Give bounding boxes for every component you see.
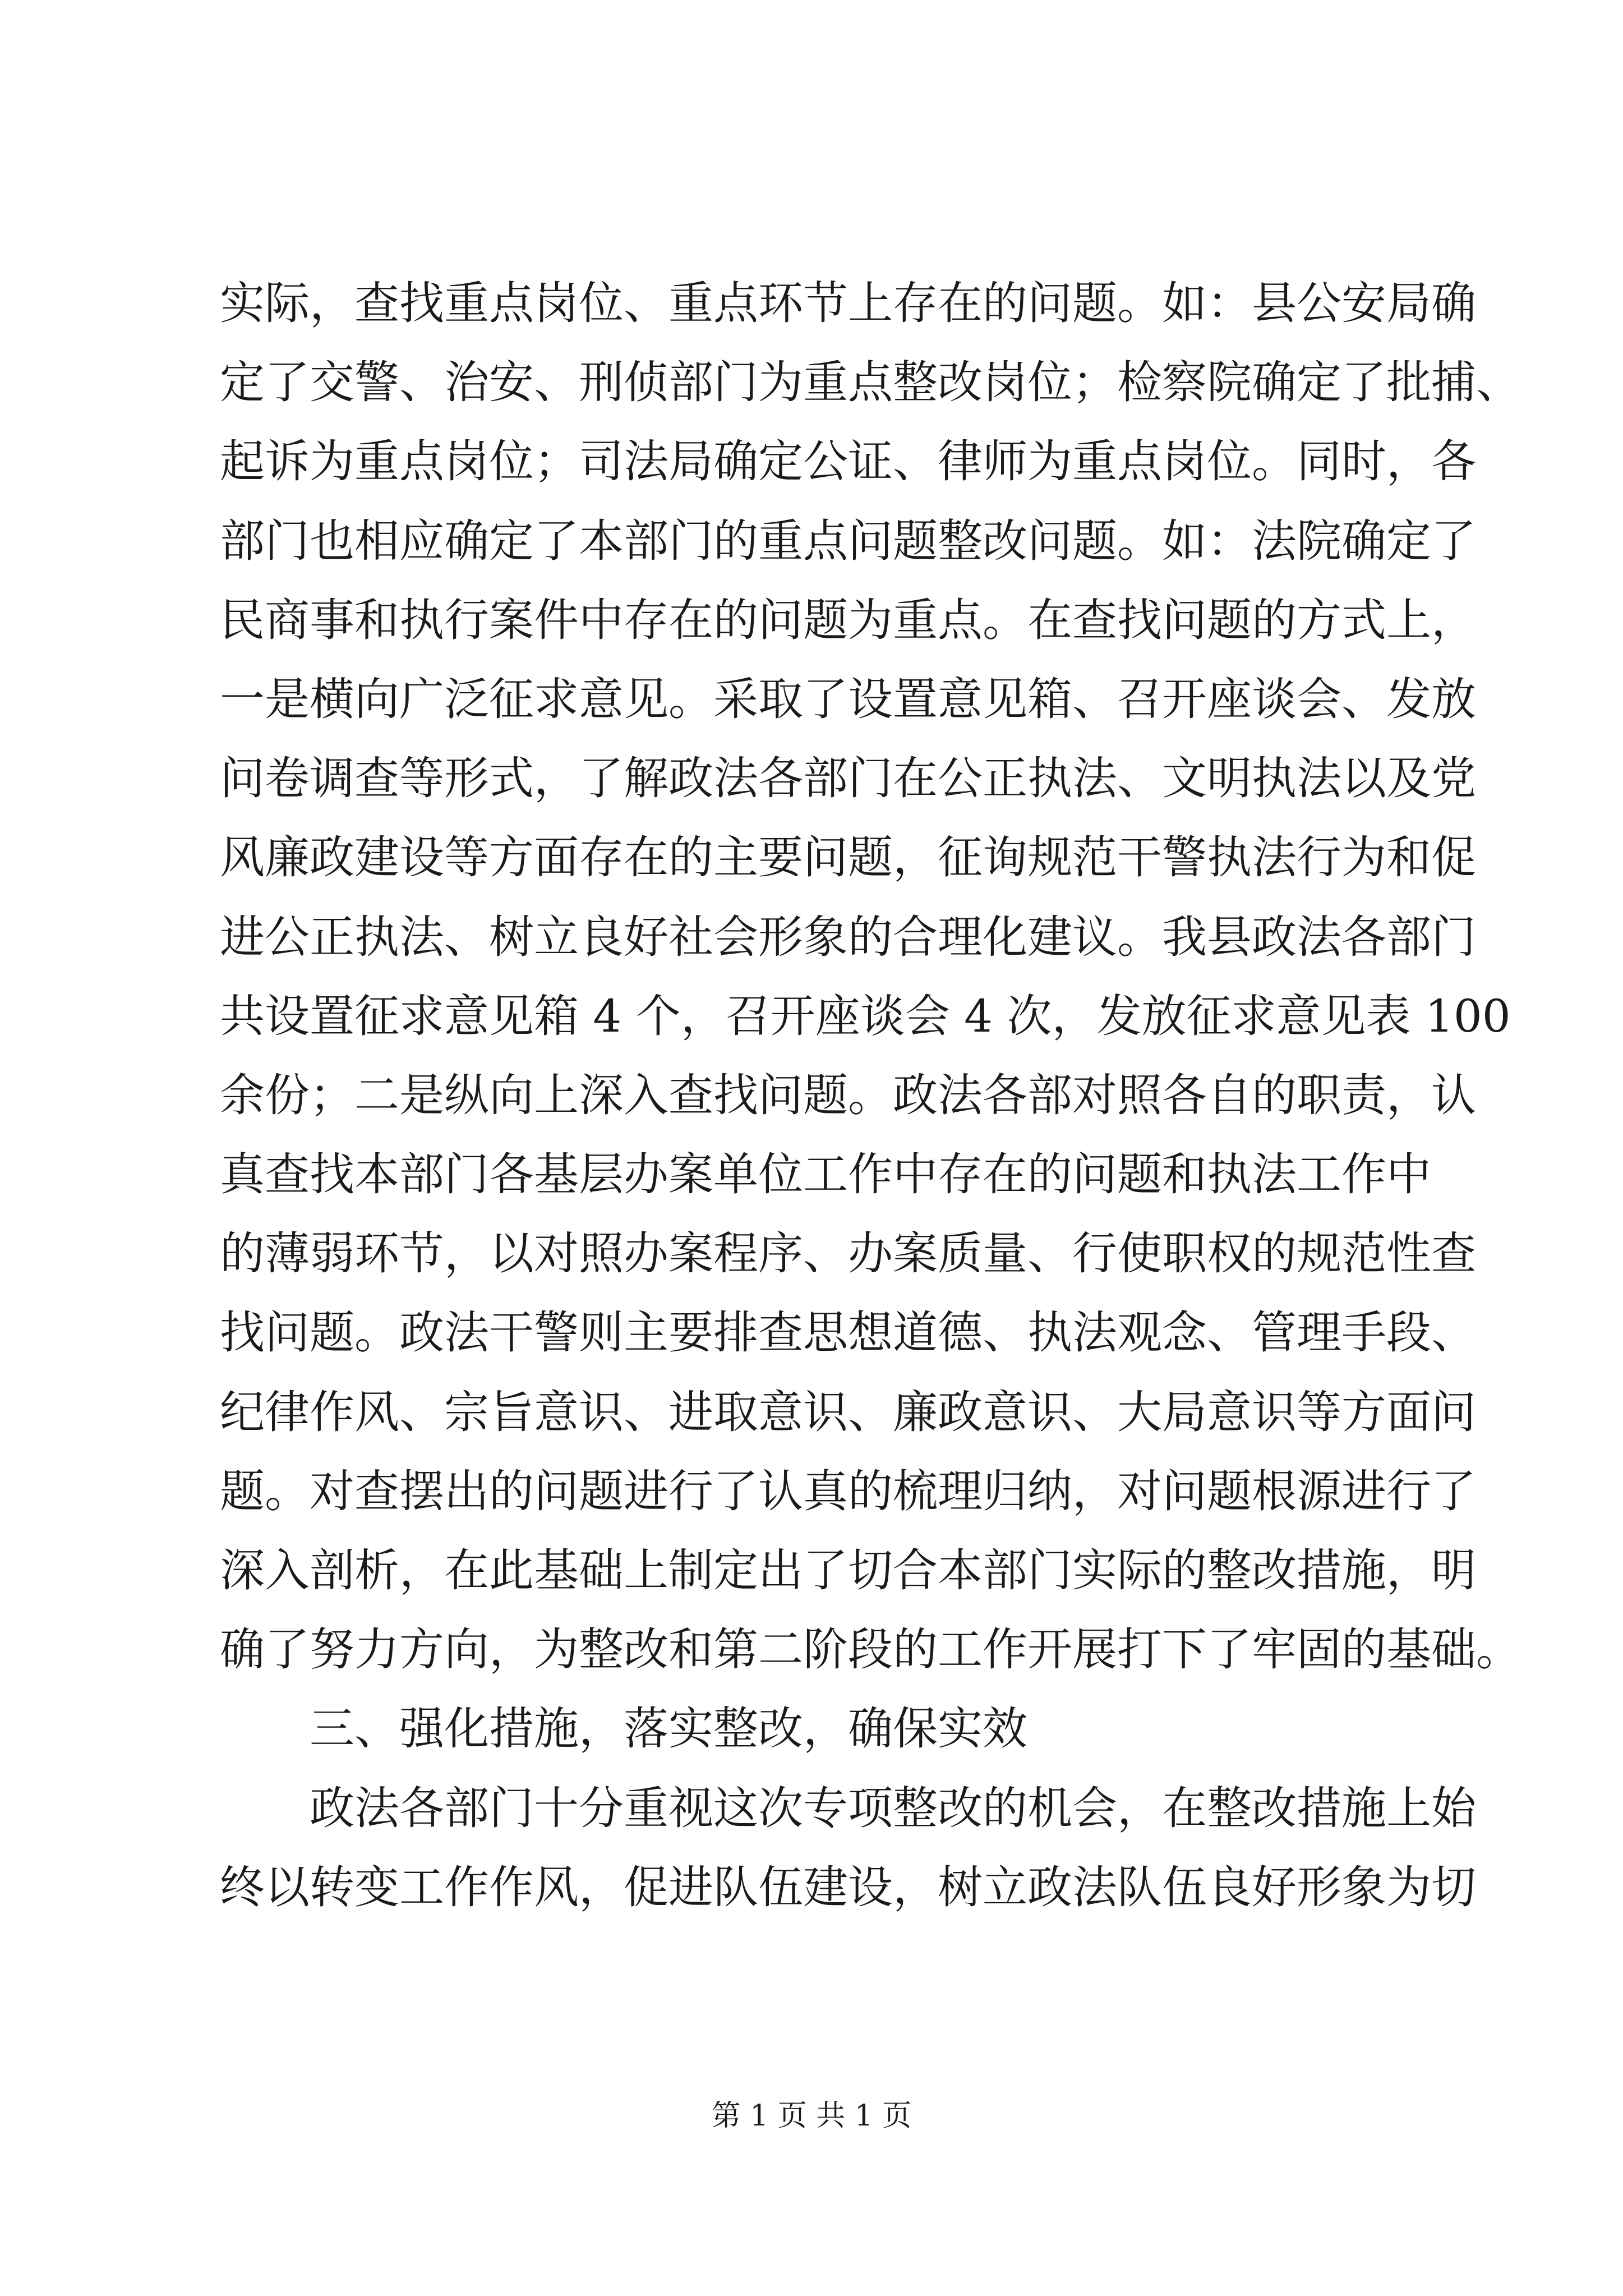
section-heading: 三、强化措施，落实整改，确保实效 [310, 1703, 1027, 1755]
text-line: 终以转变工作作风，促进队伍建设，树立政法队伍良好形象为切 [220, 1861, 1476, 1913]
text-line: 部门也相应确定了本部门的重点问题整改问题。如：法院确定了 [220, 514, 1476, 567]
text-line: 实际，查找重点岗位、重点环节上存在的问题。如：县公安局确 [220, 277, 1476, 329]
text-line: 找问题。政法干警则主要排查思想道德、执法观念、管理手段、 [220, 1306, 1476, 1359]
text-line: 确了努力方向，为整改和第二阶段的工作开展打下了牢固的基础。 [220, 1623, 1521, 1676]
text-line: 题。对查摆出的问题进行了认真的梳理归纳，对问题根源进行了 [220, 1465, 1476, 1517]
text-line: 定了交警、治安、刑侦部门为重点整改岗位；检察院确定了批捕、 [220, 356, 1521, 409]
text-line: 共设置征求意见箱 4 个，召开座谈会 4 次，发放征求意见表 100 [220, 990, 1511, 1042]
text-line: 纪律作风、宗旨意识、进取意识、廉政意识、大局意识等方面问 [220, 1386, 1476, 1438]
text-line: 风廉政建设等方面存在的主要问题，征询规范干警执法行为和促 [220, 831, 1476, 884]
text-line: 起诉为重点岗位；司法局确定公证、律师为重点岗位。同时，各 [220, 435, 1476, 488]
text-line: 的薄弱环节，以对照办案程序、办案质量、行使职权的规范性查 [220, 1227, 1476, 1280]
text-line: 深入剖析，在此基础上制定出了切合本部门实际的整改措施，明 [220, 1544, 1476, 1596]
text-line: 进公正执法、树立良好社会形象的合理化建议。我县政法各部门 [220, 910, 1476, 963]
text-line: 问卷调查等形式，了解政法各部门在公正执法、文明执法以及党 [220, 752, 1476, 805]
document-body [220, 264, 1521, 1927]
text-line: 真查找本部门各基层办案单位工作中存在的问题和执法工作中 [220, 1148, 1431, 1201]
text-line: 政法各部门十分重视这次专项整改的机会，在整改措施上始 [310, 1782, 1476, 1834]
text-line: 余份；二是纵向上深入查找问题。政法各部对照各自的职责，认 [220, 1069, 1476, 1121]
page-footer: 第 1 页 共 1 页 [711, 2099, 912, 2133]
text-line: 一是横向广泛征求意见。采取了设置意见箱、召开座谈会、发放 [220, 673, 1476, 725]
text-line: 民商事和执行案件中存在的问题为重点。在查找问题的方式上， [220, 593, 1476, 646]
